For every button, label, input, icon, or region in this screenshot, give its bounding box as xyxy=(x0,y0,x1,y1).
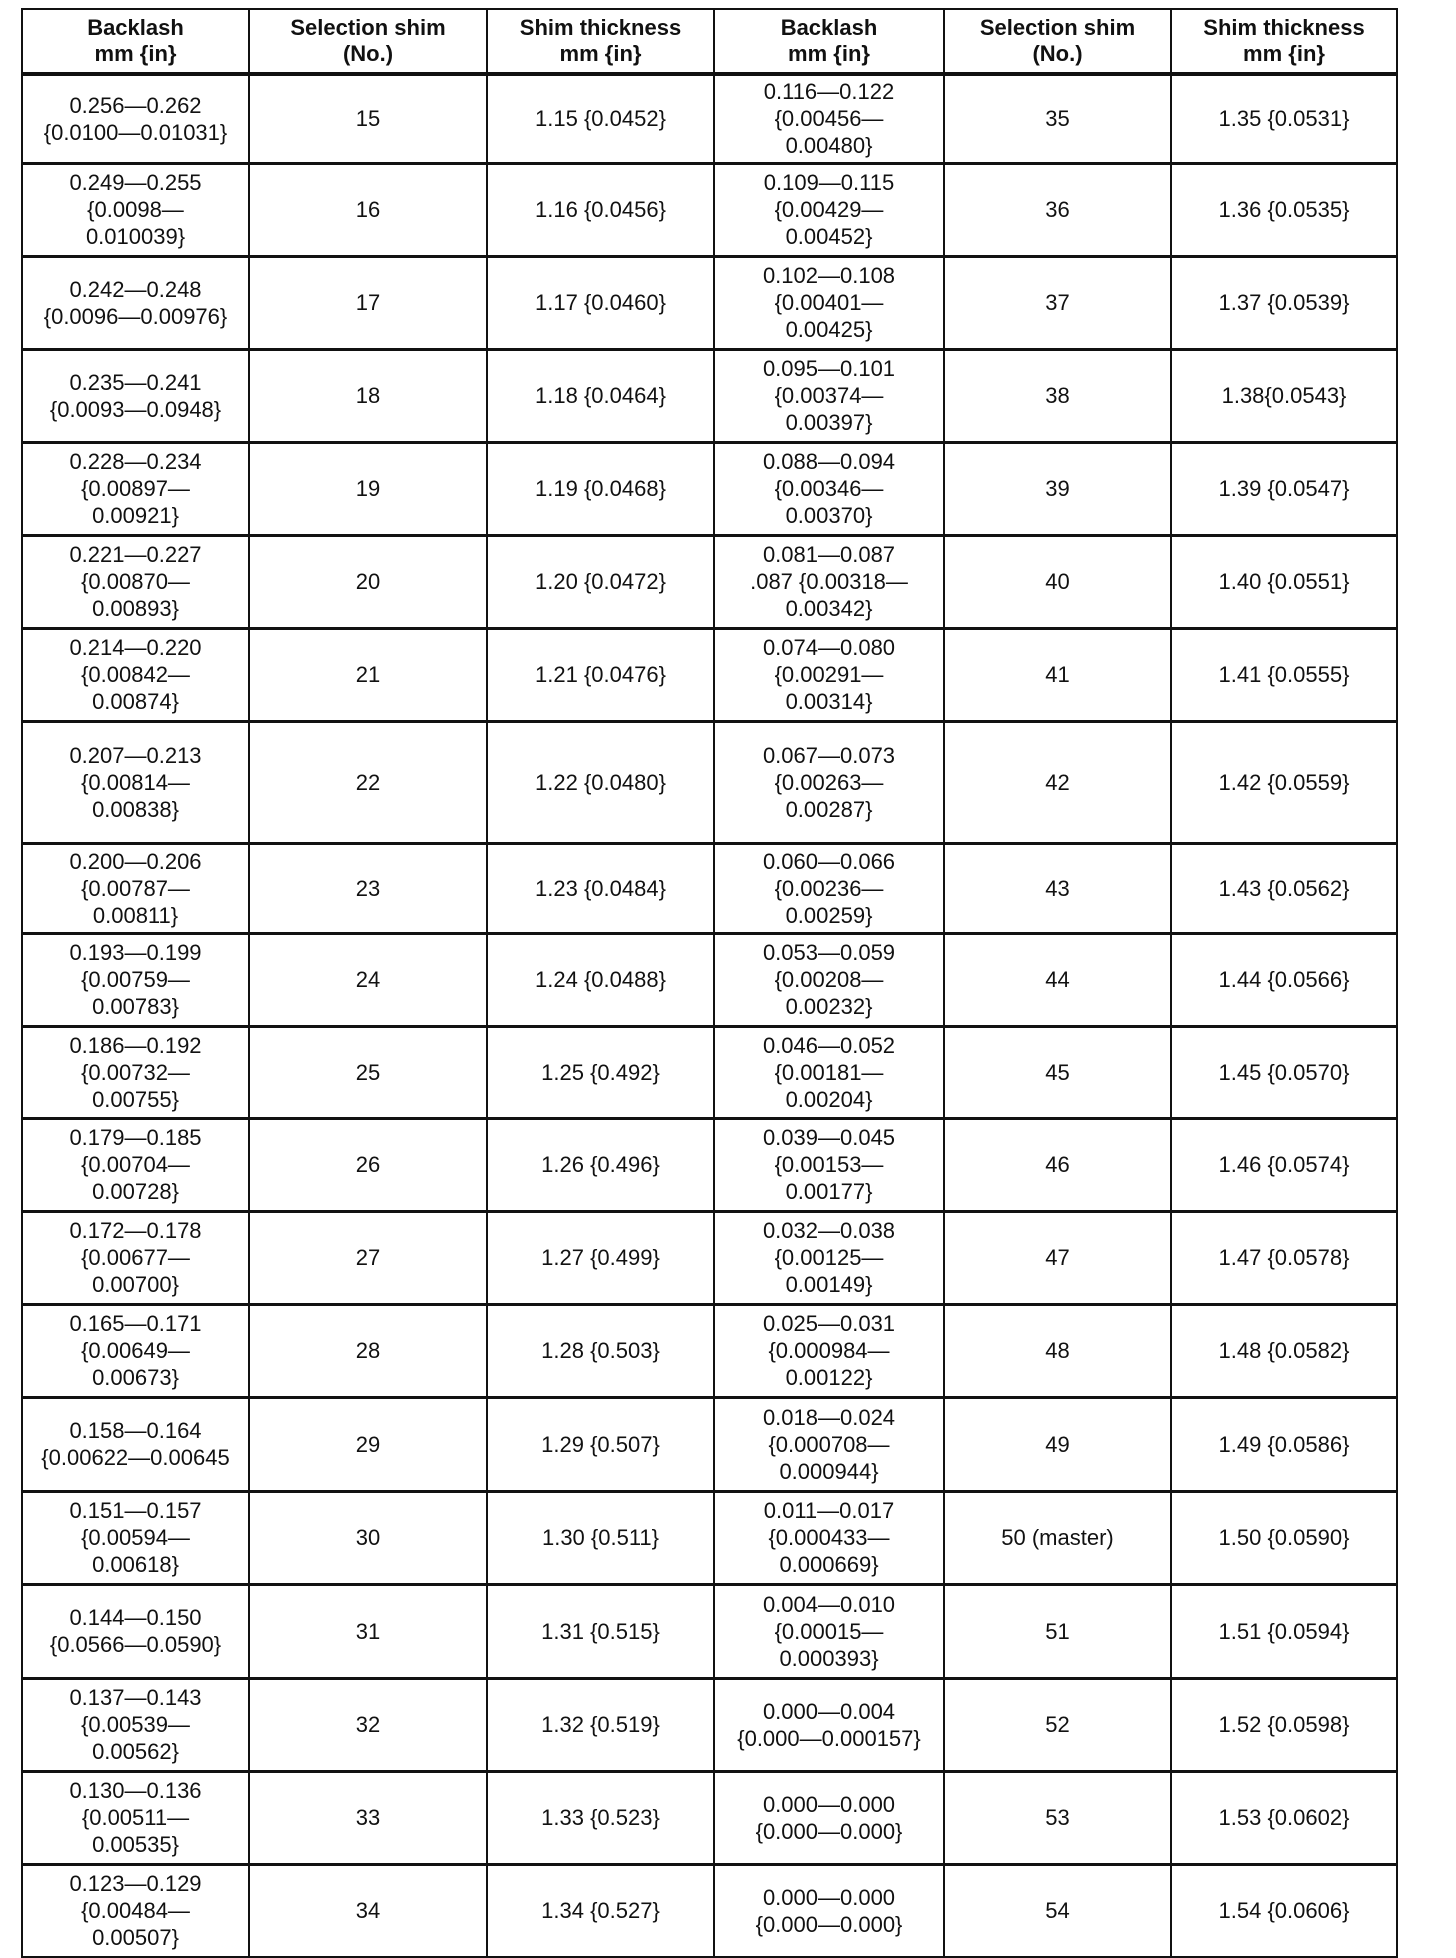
cell-shim-thickness-2: 1.52 {0.0598} xyxy=(1171,1678,1397,1771)
table-row xyxy=(22,1678,1397,1771)
header-selection-shim-2: Selection shim (No.) xyxy=(944,9,1171,74)
cell-selection-shim-2: 53 xyxy=(944,1771,1171,1864)
header-shim-thickness-1: Shim thickness mm {in} xyxy=(487,9,714,74)
cell-selection-shim-1: 27 xyxy=(249,1211,487,1304)
cell-backlash-2: 0.011—0.017 {0.000433— 0.000669} xyxy=(714,1491,944,1584)
table-row xyxy=(22,628,1397,721)
cell-shim-thickness-2: 1.46 {0.0574} xyxy=(1171,1118,1397,1211)
cell-backlash-2: 0.032—0.038 {0.00125— 0.00149} xyxy=(714,1211,944,1304)
cell-selection-shim-2: 49 xyxy=(944,1397,1171,1491)
cell-shim-thickness-2: 1.42 {0.0559} xyxy=(1171,721,1397,843)
cell-shim-thickness-2: 1.53 {0.0602} xyxy=(1171,1771,1397,1864)
cell-shim-thickness-1: 1.17 {0.0460} xyxy=(487,256,714,349)
cell-shim-thickness-2: 1.54 {0.0606} xyxy=(1171,1864,1397,1957)
cell-backlash-2: 0.102—0.108 {0.00401— 0.00425} xyxy=(714,256,944,349)
cell-selection-shim-1: 21 xyxy=(249,628,487,721)
shim-selection-table xyxy=(21,8,1398,1958)
cell-backlash-2: 0.067—0.073 {0.00263— 0.00287} xyxy=(714,721,944,843)
cell-shim-thickness-1: 1.25 {0.492} xyxy=(487,1026,714,1118)
table-row xyxy=(22,1584,1397,1678)
cell-shim-thickness-1: 1.29 {0.507} xyxy=(487,1397,714,1491)
cell-shim-thickness-1: 1.32 {0.519} xyxy=(487,1678,714,1771)
cell-backlash-1: 0.165—0.171 {0.00649— 0.00673} xyxy=(22,1304,249,1397)
cell-backlash-1: 0.200—0.206 {0.00787— 0.00811} xyxy=(22,843,249,933)
cell-backlash-2: 0.025—0.031 {0.000984— 0.00122} xyxy=(714,1304,944,1397)
cell-shim-thickness-2: 1.49 {0.0586} xyxy=(1171,1397,1397,1491)
cell-backlash-1: 0.193—0.199 {0.00759— 0.00783} xyxy=(22,933,249,1026)
cell-selection-shim-2: 38 xyxy=(944,349,1171,442)
cell-selection-shim-2: 40 xyxy=(944,535,1171,628)
cell-shim-thickness-1: 1.33 {0.523} xyxy=(487,1771,714,1864)
cell-selection-shim-2: 39 xyxy=(944,442,1171,535)
cell-shim-thickness-2: 1.39 {0.0547} xyxy=(1171,442,1397,535)
cell-selection-shim-2: 44 xyxy=(944,933,1171,1026)
cell-selection-shim-2: 51 xyxy=(944,1584,1171,1678)
cell-backlash-1: 0.137—0.143 {0.00539— 0.00562} xyxy=(22,1678,249,1771)
cell-selection-shim-1: 18 xyxy=(249,349,487,442)
cell-backlash-1: 0.242—0.248 {0.0096—0.00976} xyxy=(22,256,249,349)
cell-backlash-2: 0.116—0.122 {0.00456— 0.00480} xyxy=(714,74,944,163)
cell-selection-shim-2: 46 xyxy=(944,1118,1171,1211)
cell-selection-shim-2: 54 xyxy=(944,1864,1171,1957)
cell-backlash-1: 0.179—0.185 {0.00704— 0.00728} xyxy=(22,1118,249,1211)
cell-selection-shim-2: 48 xyxy=(944,1304,1171,1397)
cell-backlash-1: 0.123—0.129 {0.00484— 0.00507} xyxy=(22,1864,249,1957)
table-row xyxy=(22,1397,1397,1491)
table-row xyxy=(22,843,1397,933)
cell-selection-shim-1: 32 xyxy=(249,1678,487,1771)
cell-shim-thickness-2: 1.40 {0.0551} xyxy=(1171,535,1397,628)
cell-backlash-1: 0.130—0.136 {0.00511— 0.00535} xyxy=(22,1771,249,1864)
cell-backlash-2: 0.109—0.115 {0.00429— 0.00452} xyxy=(714,163,944,256)
cell-backlash-1: 0.214—0.220 {0.00842— 0.00874} xyxy=(22,628,249,721)
table-row xyxy=(22,74,1397,163)
cell-backlash-1: 0.144—0.150 {0.0566—0.0590} xyxy=(22,1584,249,1678)
cell-selection-shim-1: 24 xyxy=(249,933,487,1026)
cell-backlash-2: 0.046—0.052 {0.00181— 0.00204} xyxy=(714,1026,944,1118)
cell-shim-thickness-1: 1.34 {0.527} xyxy=(487,1864,714,1957)
table-row xyxy=(22,1771,1397,1864)
table-row xyxy=(22,1026,1397,1118)
cell-backlash-2: 0.000—0.000 {0.000—0.000} xyxy=(714,1771,944,1864)
cell-backlash-2: 0.000—0.004 {0.000—0.000157} xyxy=(714,1678,944,1771)
cell-selection-shim-2: 43 xyxy=(944,843,1171,933)
cell-selection-shim-1: 15 xyxy=(249,74,487,163)
cell-backlash-1: 0.256—0.262 {0.0100—0.01031} xyxy=(22,74,249,163)
cell-shim-thickness-2: 1.38{0.0543} xyxy=(1171,349,1397,442)
cell-backlash-2: 0.060—0.066 {0.00236— 0.00259} xyxy=(714,843,944,933)
cell-selection-shim-2: 42 xyxy=(944,721,1171,843)
cell-backlash-2: 0.039—0.045 {0.00153— 0.00177} xyxy=(714,1118,944,1211)
table-row xyxy=(22,1211,1397,1304)
cell-shim-thickness-1: 1.31 {0.515} xyxy=(487,1584,714,1678)
cell-selection-shim-2: 45 xyxy=(944,1026,1171,1118)
cell-selection-shim-1: 26 xyxy=(249,1118,487,1211)
cell-selection-shim-2: 50 (master) xyxy=(944,1491,1171,1584)
cell-shim-thickness-2: 1.41 {0.0555} xyxy=(1171,628,1397,721)
table-header-row xyxy=(22,9,1397,74)
cell-backlash-1: 0.228—0.234 {0.00897— 0.00921} xyxy=(22,442,249,535)
cell-selection-shim-1: 19 xyxy=(249,442,487,535)
cell-shim-thickness-2: 1.47 {0.0578} xyxy=(1171,1211,1397,1304)
cell-shim-thickness-2: 1.35 {0.0531} xyxy=(1171,74,1397,163)
cell-shim-thickness-2: 1.45 {0.0570} xyxy=(1171,1026,1397,1118)
cell-selection-shim-1: 25 xyxy=(249,1026,487,1118)
table-row xyxy=(22,1491,1397,1584)
cell-selection-shim-1: 28 xyxy=(249,1304,487,1397)
cell-shim-thickness-2: 1.44 {0.0566} xyxy=(1171,933,1397,1026)
cell-shim-thickness-1: 1.18 {0.0464} xyxy=(487,349,714,442)
cell-backlash-2: 0.081—0.087 .087 {0.00318— 0.00342} xyxy=(714,535,944,628)
cell-backlash-1: 0.158—0.164 {0.00622—0.00645 xyxy=(22,1397,249,1491)
cell-shim-thickness-1: 1.21 {0.0476} xyxy=(487,628,714,721)
table-row xyxy=(22,1864,1397,1957)
cell-selection-shim-1: 16 xyxy=(249,163,487,256)
cell-shim-thickness-1: 1.20 {0.0472} xyxy=(487,535,714,628)
cell-shim-thickness-1: 1.16 {0.0456} xyxy=(487,163,714,256)
cell-selection-shim-1: 20 xyxy=(249,535,487,628)
cell-backlash-2: 0.000—0.000 {0.000—0.000} xyxy=(714,1864,944,1957)
cell-selection-shim-1: 33 xyxy=(249,1771,487,1864)
cell-backlash-2: 0.088—0.094 {0.00346— 0.00370} xyxy=(714,442,944,535)
header-selection-shim-1: Selection shim (No.) xyxy=(249,9,487,74)
cell-selection-shim-1: 34 xyxy=(249,1864,487,1957)
cell-selection-shim-1: 31 xyxy=(249,1584,487,1678)
header-backlash-1: Backlash mm {in} xyxy=(22,9,249,74)
table-row xyxy=(22,442,1397,535)
cell-backlash-1: 0.249—0.255 {0.0098— 0.010039} xyxy=(22,163,249,256)
cell-shim-thickness-1: 1.30 {0.511} xyxy=(487,1491,714,1584)
cell-shim-thickness-2: 1.36 {0.0535} xyxy=(1171,163,1397,256)
cell-shim-thickness-2: 1.43 {0.0562} xyxy=(1171,843,1397,933)
cell-selection-shim-2: 36 xyxy=(944,163,1171,256)
cell-shim-thickness-2: 1.51 {0.0594} xyxy=(1171,1584,1397,1678)
cell-selection-shim-2: 35 xyxy=(944,74,1171,163)
cell-selection-shim-2: 41 xyxy=(944,628,1171,721)
table-row xyxy=(22,1304,1397,1397)
cell-shim-thickness-1: 1.15 {0.0452} xyxy=(487,74,714,163)
cell-backlash-2: 0.074—0.080 {0.00291— 0.00314} xyxy=(714,628,944,721)
table-row xyxy=(22,535,1397,628)
cell-backlash-1: 0.235—0.241 {0.0093—0.0948} xyxy=(22,349,249,442)
cell-backlash-2: 0.004—0.010 {0.00015— 0.000393} xyxy=(714,1584,944,1678)
cell-selection-shim-1: 23 xyxy=(249,843,487,933)
cell-backlash-2: 0.053—0.059 {0.00208— 0.00232} xyxy=(714,933,944,1026)
table-row xyxy=(22,721,1397,843)
cell-selection-shim-1: 29 xyxy=(249,1397,487,1491)
table-row xyxy=(22,933,1397,1026)
header-shim-thickness-2: Shim thickness mm {in} xyxy=(1171,9,1397,74)
cell-backlash-2: 0.018—0.024 {0.000708— 0.000944} xyxy=(714,1397,944,1491)
cell-backlash-1: 0.172—0.178 {0.00677— 0.00700} xyxy=(22,1211,249,1304)
cell-backlash-2: 0.095—0.101 {0.00374— 0.00397} xyxy=(714,349,944,442)
cell-shim-thickness-2: 1.37 {0.0539} xyxy=(1171,256,1397,349)
cell-selection-shim-2: 47 xyxy=(944,1211,1171,1304)
cell-selection-shim-1: 30 xyxy=(249,1491,487,1584)
table-row xyxy=(22,163,1397,256)
cell-selection-shim-1: 17 xyxy=(249,256,487,349)
cell-shim-thickness-1: 1.28 {0.503} xyxy=(487,1304,714,1397)
cell-shim-thickness-1: 1.26 {0.496} xyxy=(487,1118,714,1211)
cell-selection-shim-1: 22 xyxy=(249,721,487,843)
cell-shim-thickness-1: 1.24 {0.0488} xyxy=(487,933,714,1026)
cell-shim-thickness-1: 1.19 {0.0468} xyxy=(487,442,714,535)
cell-selection-shim-2: 52 xyxy=(944,1678,1171,1771)
cell-backlash-1: 0.221—0.227 {0.00870— 0.00893} xyxy=(22,535,249,628)
table-row xyxy=(22,349,1397,442)
cell-shim-thickness-2: 1.50 {0.0590} xyxy=(1171,1491,1397,1584)
cell-shim-thickness-1: 1.23 {0.0484} xyxy=(487,843,714,933)
cell-shim-thickness-1: 1.27 {0.499} xyxy=(487,1211,714,1304)
table-row xyxy=(22,256,1397,349)
cell-shim-thickness-1: 1.22 {0.0480} xyxy=(487,721,714,843)
header-backlash-2: Backlash mm {in} xyxy=(714,9,944,74)
cell-selection-shim-2: 37 xyxy=(944,256,1171,349)
cell-shim-thickness-2: 1.48 {0.0582} xyxy=(1171,1304,1397,1397)
cell-backlash-1: 0.151—0.157 {0.00594— 0.00618} xyxy=(22,1491,249,1584)
table-row xyxy=(22,1118,1397,1211)
cell-backlash-1: 0.207—0.213 {0.00814— 0.00838} xyxy=(22,721,249,843)
cell-backlash-1: 0.186—0.192 {0.00732— 0.00755} xyxy=(22,1026,249,1118)
